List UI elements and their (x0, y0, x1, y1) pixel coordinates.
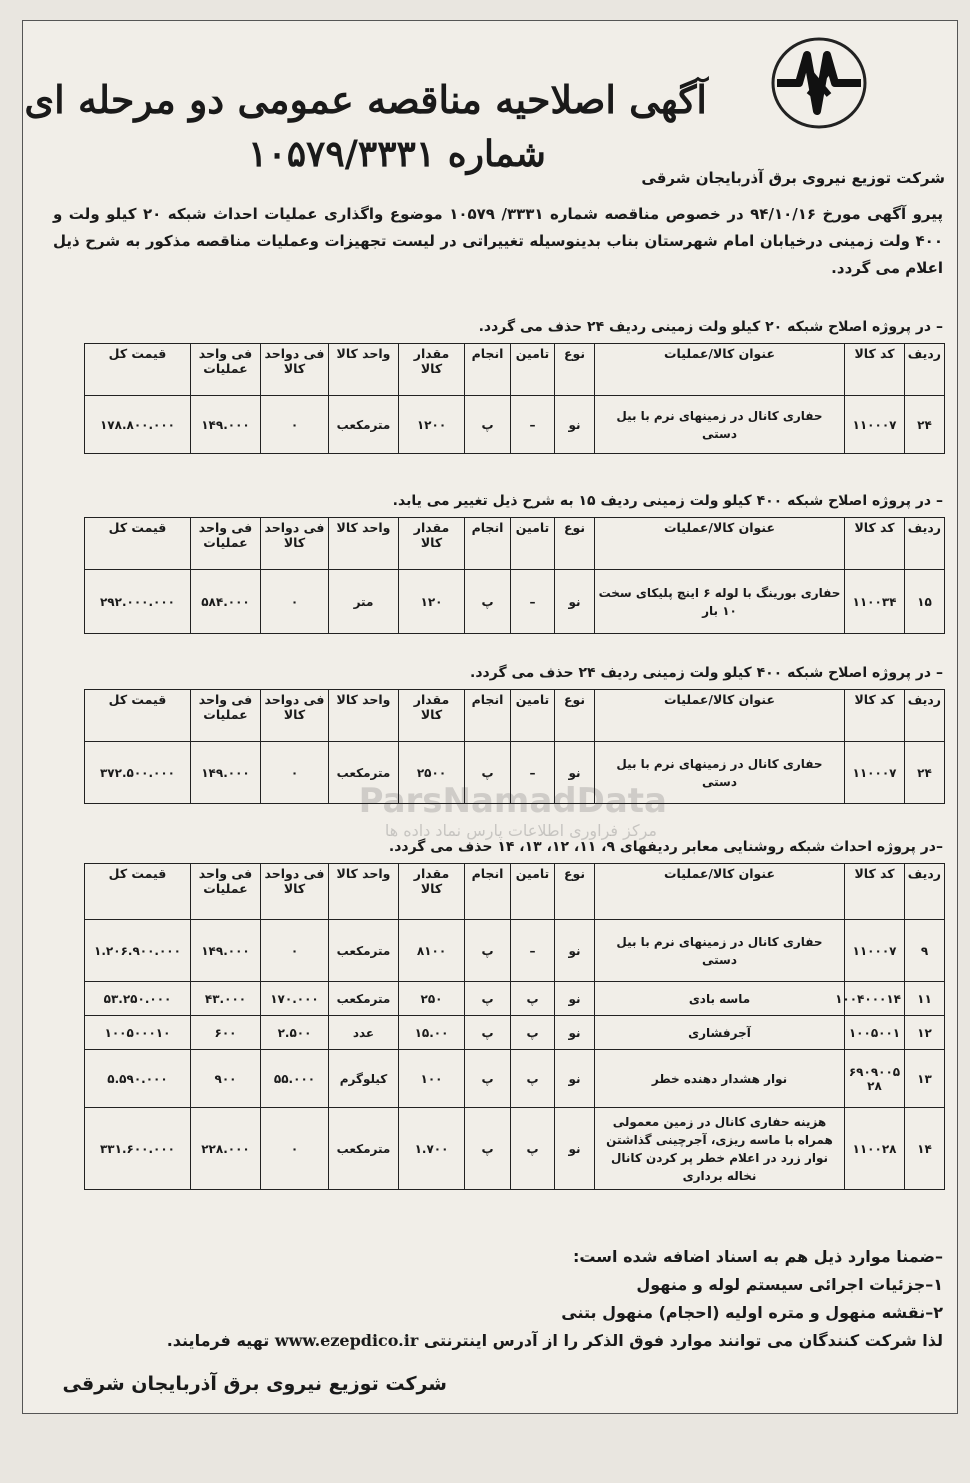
table-row (85, 920, 945, 982)
table-cell: نوار هشدار دهنده خطر (595, 1050, 845, 1108)
table-cell: ۰ (261, 1108, 329, 1190)
column-header: ردیف (905, 518, 945, 570)
footer-line-4-pre: لذا شرکت کنندگان می توانند موارد فوق الذکر را از آدرس اینترنتی (423, 1331, 943, 1350)
table-cell: ۱۴۹.۰۰۰ (191, 396, 261, 454)
column-header: کد کالا (845, 690, 905, 742)
footer-line-4 (43, 1327, 943, 1355)
column-header: فی واحد عملیات (191, 344, 261, 396)
table-cell: ۱.۲۰۶.۹۰۰.۰۰۰ (85, 920, 191, 982)
table-cell: نو (555, 982, 595, 1016)
table-cell: مترمکعب (329, 396, 399, 454)
column-header: نوع (555, 864, 595, 920)
table-cell: ۱۰۰۵۰۰۰۱۰ (85, 1016, 191, 1050)
table-cell: ۶۰۰ (191, 1016, 261, 1050)
table-cell: پ (465, 1050, 511, 1108)
table-cell: حفاری کانال در زمینهای نرم با بیل دستی (595, 920, 845, 982)
table-cell: ۲۵۰۰ (399, 742, 465, 804)
items-table (84, 863, 945, 1190)
table-cell: نو (555, 920, 595, 982)
column-header: قیمت کل (85, 344, 191, 396)
table-cell: ۱.۷۰۰ (399, 1108, 465, 1190)
table-cell: ۳۷۲.۵۰۰.۰۰۰ (85, 742, 191, 804)
table-cell: ۰ (261, 742, 329, 804)
table-cell: ماسه بادی (595, 982, 845, 1016)
table-cell: پ (511, 1108, 555, 1190)
table-header-row (85, 344, 945, 396)
column-header: عنوان کالا/عملیات (595, 344, 845, 396)
table-cell: پ (465, 396, 511, 454)
section-heading: – در پروژه اصلاح شبکه ۴۰۰ کیلو ولت زمینی ردیف ۲۴ حذف می گردد. (470, 665, 943, 681)
section-heading: –در پروژه احداث شبکه روشنایی معابر ردیفهای ۹، ۱۱، ۱۲، ۱۳، ۱۴ حذف می گردد. (388, 839, 943, 855)
table-cell: حفاری کانال در زمینهای نرم با بیل دستی (595, 396, 845, 454)
table-cell: – (511, 396, 555, 454)
table-header-row (85, 518, 945, 570)
table-cell: نو (555, 742, 595, 804)
column-header: فی دواحد کالا (261, 518, 329, 570)
column-header: قیمت کل (85, 864, 191, 920)
column-header: عنوان کالا/عملیات (595, 690, 845, 742)
table-cell: نو (555, 396, 595, 454)
table-cell: ۹ (905, 920, 945, 982)
table-cell: ۱۱ (905, 982, 945, 1016)
table-cell: ۰ (261, 396, 329, 454)
table-cell: – (511, 570, 555, 634)
table-cell: متر (329, 570, 399, 634)
column-header: فی واحد عملیات (191, 518, 261, 570)
table-row (85, 1050, 945, 1108)
footer-notes (43, 1243, 943, 1355)
table-cell: ۴۳.۰۰۰ (191, 982, 261, 1016)
table-cell: ۱۱۰۰۲۸ (845, 1108, 905, 1190)
column-header: تامین (511, 344, 555, 396)
table-cell: ۰ (261, 920, 329, 982)
table-cell: حفاری بورینگ با لوله ۶ اینچ پلیکای سخت ۱۰ بار (595, 570, 845, 634)
column-header: واحد کالا (329, 344, 399, 396)
table-cell: ۱۰۰۴۰۰۰۱۴ (845, 982, 905, 1016)
table-row (85, 742, 945, 804)
table-cell: نو (555, 570, 595, 634)
table-cell: ۲۲۸.۰۰۰ (191, 1108, 261, 1190)
table-cell: مترمکعب (329, 742, 399, 804)
column-header: مقدار کالا (399, 864, 465, 920)
table-cell: پ (511, 1050, 555, 1108)
items-table (84, 689, 945, 804)
column-header: واحد کالا (329, 690, 399, 742)
table-cell: ۱۵ (905, 570, 945, 634)
column-header: فی دواحد کالا (261, 864, 329, 920)
column-header: واحد کالا (329, 518, 399, 570)
column-header: فی واحد عملیات (191, 864, 261, 920)
column-header: واحد کالا (329, 864, 399, 920)
table-cell: ۲.۵۰۰ (261, 1016, 329, 1050)
table-cell: نو (555, 1050, 595, 1108)
column-header: قیمت کل (85, 690, 191, 742)
table-cell: نو (555, 1016, 595, 1050)
table-cell: ۱۴۹.۰۰۰ (191, 742, 261, 804)
table-cell: پ (465, 920, 511, 982)
footer-line-3: ۲–نقشه منهول و متره اولیه (احجام) منهول بتنی (561, 1303, 943, 1322)
table-cell: ۱۵.۰۰ (399, 1016, 465, 1050)
company-name-bottom: شرکت توزیع نیروی برق آذربایجان شرقی (62, 1373, 447, 1395)
tender-notice-page (22, 20, 958, 1414)
website-link[interactable]: www.ezepdico.ir (274, 1331, 419, 1350)
table-cell: ۱۳ (905, 1050, 945, 1108)
column-header: ردیف (905, 690, 945, 742)
notice-number: شماره ۱۰۵۷۹/۳۳۳۱ (248, 133, 546, 175)
table-cell: ۱۰۰ (399, 1050, 465, 1108)
table-cell: ۵۵.۰۰۰ (261, 1050, 329, 1108)
column-header: ردیف (905, 344, 945, 396)
table-cell: ۱۴ (905, 1108, 945, 1190)
table-row (85, 396, 945, 454)
table-cell: ۱۷۰.۰۰۰ (261, 982, 329, 1016)
table-cell: ۳۳۱.۶۰۰.۰۰۰ (85, 1108, 191, 1190)
column-header: عنوان کالا/عملیات (595, 864, 845, 920)
table-cell: ۱۲۰۰ (399, 396, 465, 454)
table-cell: – (511, 742, 555, 804)
table-cell: پ (511, 982, 555, 1016)
table-cell: ۱۲ (905, 1016, 945, 1050)
table-header-row (85, 690, 945, 742)
table-row (85, 982, 945, 1016)
column-header: تامین (511, 690, 555, 742)
column-header: فی دواحد کالا (261, 344, 329, 396)
column-header: کد کالا (845, 864, 905, 920)
table-cell: ۱۱۰۰۳۴ (845, 570, 905, 634)
table-cell: پ (465, 982, 511, 1016)
table-cell: آجرفشاری (595, 1016, 845, 1050)
table-cell: ۱۱۰۰۰۷ (845, 742, 905, 804)
column-header: انجام (465, 344, 511, 396)
footer-line-2: ۱–جزئیات اجرائی سیستم لوله و منهول (636, 1275, 943, 1294)
column-header: فی واحد عملیات (191, 690, 261, 742)
table-cell: ۵۸۴.۰۰۰ (191, 570, 261, 634)
table-cell: پ (465, 742, 511, 804)
table-cell: پ (511, 1016, 555, 1050)
table-cell: ۲۴ (905, 742, 945, 804)
table-cell: مترمکعب (329, 920, 399, 982)
table-cell: عدد (329, 1016, 399, 1050)
column-header: انجام (465, 690, 511, 742)
column-header: انجام (465, 518, 511, 570)
table-cell: ۱۲۰ (399, 570, 465, 634)
table-cell: کیلوگرم (329, 1050, 399, 1108)
column-header: نوع (555, 690, 595, 742)
table-cell: ۲۵۰ (399, 982, 465, 1016)
table-row (85, 1108, 945, 1190)
table-cell: مترمکعب (329, 982, 399, 1016)
table-header-row (85, 864, 945, 920)
company-logo-icon (769, 35, 869, 131)
column-header: تامین (511, 518, 555, 570)
table-cell: ۱۱۰۰۰۷ (845, 920, 905, 982)
section-heading: – در پروژه اصلاح شبکه ۴۰۰ کیلو ولت زمینی ردیف ۱۵ به شرح ذیل تغییر می یابد. (392, 493, 943, 509)
watermark-brand: ParsNamadData (358, 781, 667, 821)
section-heading: – در پروژه اصلاح شبکه ۲۰ کیلو ولت زمینی ردیف ۲۴ حذف می گردد. (478, 319, 943, 335)
table-cell: هزینه حفاری کانال در زمین معمولی همراه با ماسه ریزی، آجرچینی گذاشتن نوار زرد در اعلام خطر پر کردن کانال نخاله برداری (595, 1108, 845, 1190)
table-cell: حفاری کانال در زمینهای نرم با بیل دستی (595, 742, 845, 804)
table-cell: مترمکعب (329, 1108, 399, 1190)
notice-title: آگهی اصلاحیه مناقصه عمومی دو مرحله ای (24, 77, 707, 122)
table-cell: – (511, 920, 555, 982)
table-cell: ۸۱۰۰ (399, 920, 465, 982)
column-header: نوع (555, 518, 595, 570)
table-cell: ۰ (261, 570, 329, 634)
footer-line-1: –ضمنا موارد ذیل هم به اسناد اضافه شده است: (572, 1247, 943, 1266)
company-name-top: شرکت توزیع نیروی برق آذربایجان شرقی (641, 169, 945, 187)
table-cell: ۱۱۰۰۰۷ (845, 396, 905, 454)
watermark-text: مرکز فراوری اطلاعات پارس نماد داده ها (384, 821, 657, 840)
table-row (85, 570, 945, 634)
table-cell: ۱۰۰۵۰۰۱ (845, 1016, 905, 1050)
column-header: کد کالا (845, 344, 905, 396)
table-cell: پ (465, 1108, 511, 1190)
column-header: مقدار کالا (399, 518, 465, 570)
column-header: مقدار کالا (399, 344, 465, 396)
footer-line-4-post: تهیه فرمایند. (166, 1331, 270, 1350)
table-cell: ۵۳.۲۵۰.۰۰۰ (85, 982, 191, 1016)
items-table (84, 343, 945, 454)
table-cell: ۶۹۰۹۰۰۵ ۲۸ (845, 1050, 905, 1108)
table-cell: ۲۴ (905, 396, 945, 454)
column-header: قیمت کل (85, 518, 191, 570)
table-cell: ۵.۵۹۰.۰۰۰ (85, 1050, 191, 1108)
table-row (85, 1016, 945, 1050)
column-header: عنوان کالا/عملیات (595, 518, 845, 570)
intro-paragraph: پیرو آگهی مورخ ۹۴/۱۰/۱۶ در خصوص مناقصه شماره ۳۳۳۱/ ۱۰۵۷۹ موضوع واگذاری عملیات احداث شبکه ۲۰ کیلو ولت و ۴۰۰ ولت زمینی درخیابان امام شهرستان بناب بدینوسیله تغییراتی در لیست تجهیزات وعملیات مناقصه مذکور به شرح ذیل اعلام می گردد. (53, 205, 943, 277)
table-cell: ۱۴۹.۰۰۰ (191, 920, 261, 982)
column-header: مقدار کالا (399, 690, 465, 742)
table-cell: ۱۷۸.۸۰۰.۰۰۰ (85, 396, 191, 454)
table-cell: ۹۰۰ (191, 1050, 261, 1108)
column-header: ردیف (905, 864, 945, 920)
table-cell: ۲۹۲.۰۰۰.۰۰۰ (85, 570, 191, 634)
table-cell: نو (555, 1108, 595, 1190)
table-cell: پ (465, 1016, 511, 1050)
column-header: نوع (555, 344, 595, 396)
column-header: انجام (465, 864, 511, 920)
items-table (84, 517, 945, 634)
column-header: تامین (511, 864, 555, 920)
table-cell: پ (465, 570, 511, 634)
column-header: فی دواحد کالا (261, 690, 329, 742)
column-header: کد کالا (845, 518, 905, 570)
